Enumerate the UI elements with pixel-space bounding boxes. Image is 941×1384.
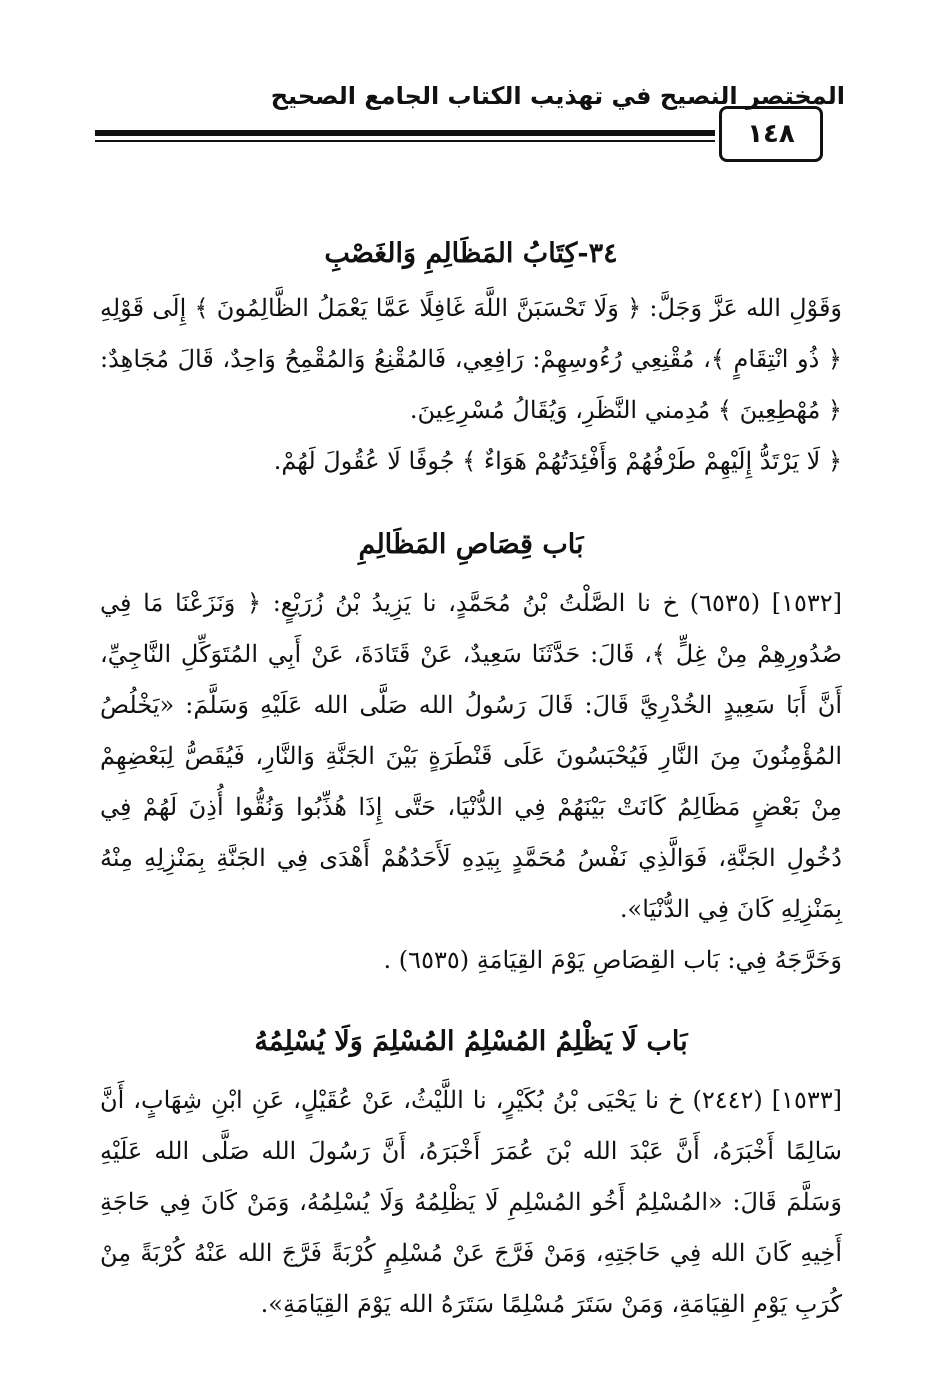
section-title: بَاب لَا يَظْلِمُ المُسْلِمُ المُسْلِمَ وَلَا يُسْلِمُهُ <box>254 1026 688 1057</box>
book-intro-paragraph: وَقَوْلِ الله عَزَّ وَجَلَّ: ﴿ وَلَا تَحْسَبَنَّ اللَّهَ غَافِلًا عَمَّا يَعْمَلُ الظَّالِمُونَ ﴾ إِلَى قَوْلِهِ ﴿ ذُو انْتِقَامٍ ﴾، مُقْنِعِي رُءُوسِهِمْ: رَافِعِي، فَالمُقْنِعُ وَالمُقْمِحُ وَاحِدٌ، قَالَ مُجَاهِدٌ: ﴿ مُهْطِعِينَ ﴾ مُدِمني النَّظَرِ، وَيُقَالُ مُسْرِعِينَ. <box>100 294 842 424</box>
header-rule-thin <box>95 140 715 142</box>
page-header <box>95 70 845 170</box>
hadith-paragraph: [١٥٣٣] (٢٤٤٢) خ نا يَحْيَى بْنُ بُكَيْرٍ، نا اللَّيْثُ، عَنْ عُقَيْلٍ، عَنِ ابْنِ شِهَابٍ، أَنَّ سَالِمًا أَخْبَرَهُ، أَنَّ عَبْدَ الله بْنَ عُمَرَ أَخْبَرَهُ، أَنَّ رَسُولَ الله صَلَّى الله عَلَيْهِ وَسَلَّمَ قَالَ: «المُسْلِمُ أَخُو المُسْلِمِ لَا يَظْلِمُهُ وَلَا يُسْلِمُهُ، وَمَنْ كَانَ فِي حَاجَةِ أَخِيهِ كَانَ الله فِي حَاجَتِهِ، وَمَنْ فَرَّجَ عَنْ مُسْلِمٍ كُرْبَةً فَرَّجَ الله عَنْهُ كُرْبَةً مِنْ كُرَبِ يَوْمِ القِيَامَةِ، وَمَنْ سَتَرَ مُسْلِمًا سَتَرَهُ الله يَوْمَ القِيَامَةِ». <box>100 1086 842 1318</box>
book-title: ٣٤-كِتَابُ المَظَالِمِ وَالغَصْبِ <box>324 238 618 269</box>
running-title: المختصر النصيح في تهذيب الكتاب الجامع الصحيح <box>270 82 845 110</box>
hadith-note: وَخَرَّجَهُ فِي: بَاب القِصَاصِ يَوْمَ القِيَامَةِ (٦٥٣٥) . <box>383 946 842 974</box>
page-body <box>100 228 842 1330</box>
hadith-paragraph: [١٥٣٢] (٦٥٣٥) خ نا الصَّلْتُ بْنُ مُحَمَّدٍ، نا يَزِيدُ بْنُ زُرَيْعٍ: ﴿ وَنَزَعْنَا مَا فِي صُدُورِهِمْ مِنْ غِلٍّ ﴾، قَالَ: حَدَّثَنَا سَعِيدٌ، عَنْ قَتَادَةَ، عَنْ أَبِي المُتَوَكِّلِ النَّاجِيِّ، أَنَّ أَبَا سَعِيدٍ الخُدْرِيَّ قَالَ: قَالَ رَسُولُ الله صَلَّى الله عَلَيْهِ وَسَلَّمَ: «يَخْلُصُ المُؤْمِنُونَ مِنَ النَّارِ فَيُحْبَسُونَ عَلَى قَنْطَرَةٍ بَيْنَ الجَنَّةِ وَالنَّارِ، فَيُقَصُّ لِبَعْضِهِمْ مِنْ بَعْضٍ مَظَالِمُ كَانَتْ بَيْنَهُمْ فِي الدُّنْيَا، حَتَّى إِذَا هُذِّبُوا وَنُقُّوا أُذِنَ لَهُمْ فِي دُخُولِ الجَنَّةِ، فَوَالَّذِي نَفْسُ مُحَمَّدٍ بِيَدِهِ لَأَحَدُهُمْ أَهْدَى فِي الجَنَّةِ بِمَنْزِلِهِ مِنْهُ بِمَنْزِلِهِ كَانَ فِي الدُّنْيَا». <box>100 589 843 923</box>
section-title: بَاب قِصَاصِ المَظَالِمِ <box>358 529 584 560</box>
book-intro-verse: ﴿ لَا يَرْتَدُّ إِلَيْهِمْ طَرْفُهُمْ وَأَفْئِدَتُهُمْ هَوَاءٌ ﴾ جُوفًا لَا عُقُولَ لَهُمْ. <box>273 447 842 475</box>
page-number: ١٤٨ <box>719 106 823 162</box>
header-rule-thick <box>95 130 715 136</box>
